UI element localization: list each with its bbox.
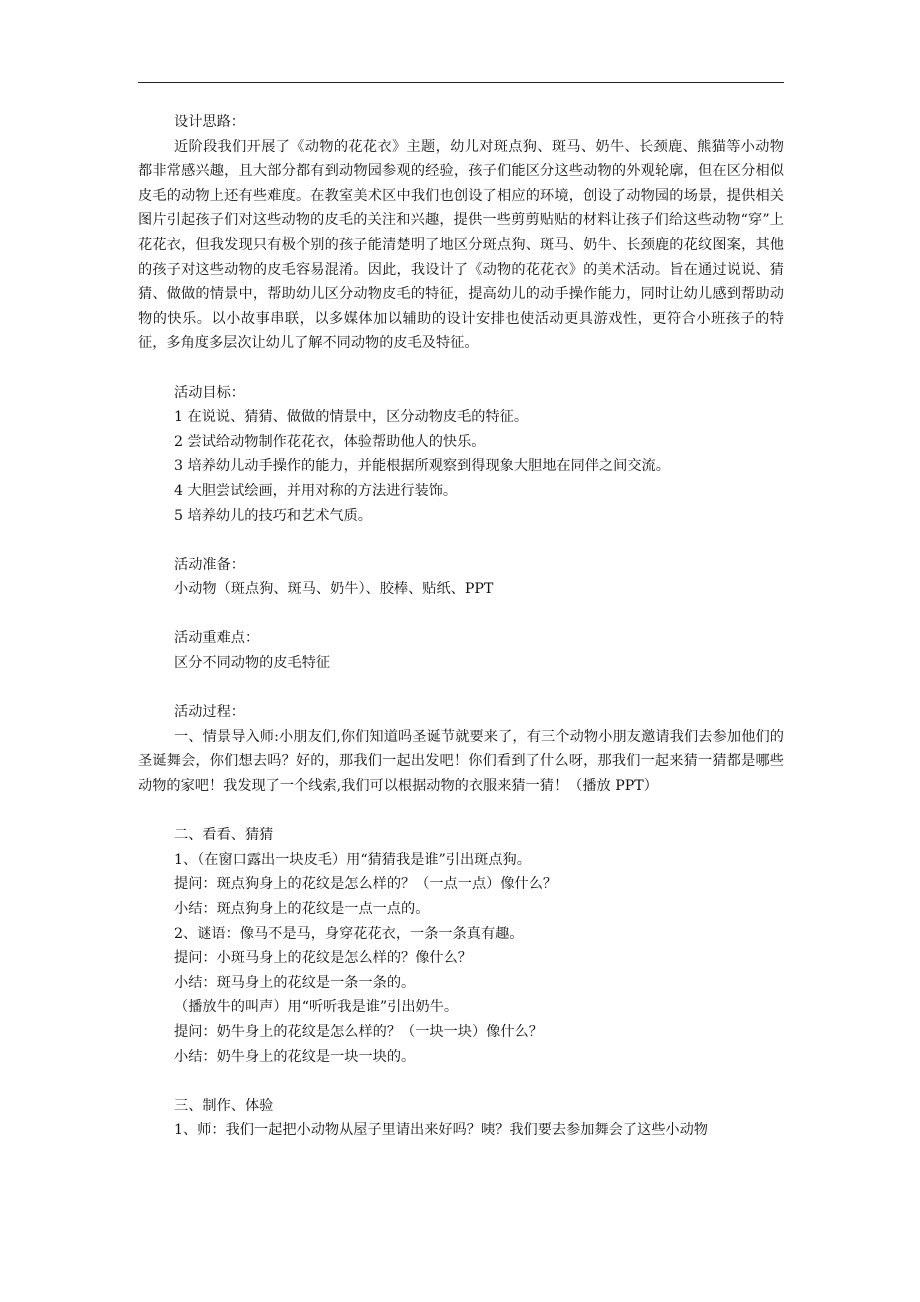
goal-item: 3 培养幼儿动手操作的能力，并能根据所观察到得现象大胆地在同伴之间交流。 [174,458,670,475]
goal-item: 2 尝试给动物制作花花衣，体验帮助他人的快乐。 [174,433,486,450]
part2-line: 提问：小斑马身上的花纹是怎么样的？像什么？ [174,950,472,967]
goal-item: 4 大胆尝试绘画，并用对称的方法进行装饰。 [174,482,458,499]
document-body [138,110,784,1143]
part2-line: 提问：奶牛身上的花纹是怎么样的？（一块一块）像什么？ [174,1023,543,1040]
spacer [138,1069,784,1094]
part3-line: 1、师：我们一起把小动物从屋子里请出来好吗？咦？我们要去参加舞会了这些小动物 [174,1122,708,1139]
part2-line: 2、谜语：像马不是马，身穿花花衣，一条一条真有趣。 [174,925,524,942]
difficulty-text: 区分不同动物的皮毛特征 [174,655,331,672]
difficulty-heading: 活动重难点： [174,630,260,647]
part2-line: （播放牛的叫声）用“听听我是谁”引出奶牛。 [174,999,459,1016]
preparation-text: 小动物（斑点狗、斑马、奶牛）、胶棒、贴纸、PPT [174,581,494,598]
goal-item: 5 培养幼儿的技巧和艺术气质。 [174,507,372,524]
process-heading: 活动过程： [174,704,245,721]
spacer [138,676,784,701]
header-rule [138,82,784,83]
preparation-heading: 活动准备： [174,556,245,573]
process-intro: 一、情景导入师:小朋友们,你们知道吗圣诞节就要来了，有三个动物小朋友邀请我们去参加他们的圣诞舞会，你们想去吗？好的，那我们一起出发吧！你们看到了什么呀，那我们一起来猜一猜都是哪些动物的家吧！我发现了一个线索,我们可以根据动物的衣服来猜一猜！（播放 PPT） [138,728,784,795]
part2-line: 小结：斑点狗身上的花纹是一点一点的。 [174,901,430,917]
part2-line: 1、（在窗口露出一块皮毛）用“猜猜我是谁”引出斑点狗。 [174,851,531,868]
part2-line: 小结：奶牛身上的花纹是一块一块的。 [174,1048,416,1065]
goal-item: 1 在说说、猜猜、做做的情景中，区分动物皮毛的特征。 [174,409,529,426]
spacer [138,356,784,381]
spacer [138,799,784,824]
design-paragraph: 近阶段我们开展了《动物的花花衣》主题，幼儿对斑点狗、斑马、奶牛、长颈鹿、熊猫等小动物都非常感兴趣，且大部分都有到动物园参观的经验，孩子们能区分这些动物的外观轮廓，但在区分相似皮毛的动物上还有些难度。在教室美术区中我们也创设了相应的环境，创设了动物园的场景，提供相关图片引起孩子们对这些动物的皮毛的关注和兴趣，提供一些剪剪贴贴的材料让孩子们给这些动物“穿”上花花衣，但我发现只有极个别的孩子能清楚明了地区分斑点狗、斑马、奶牛、长颈鹿的花纹图案，其他的孩子对这些动物的皮毛容易混淆。因此，我设计了《动物的花花衣》的美术活动。旨在通过说说、猜猜、做做的情景中，帮助幼儿区分动物皮毛的特征，提高幼儿的动手操作能力，同时让幼儿感到帮助动物的快乐。以小故事串联，以多媒体加以辅助的设计安排也使活动更具游戏性，更符合小班孩子的特征，多角度多层次让幼儿了解不同动物的皮毛及特征。 [138,138,784,352]
spacer [138,602,784,627]
goals-heading: 活动目标： [174,384,245,401]
part2-heading: 二、看看、猜猜 [174,827,274,844]
part3-heading: 三、制作、体验 [174,1097,274,1114]
spacer [138,528,784,553]
part2-line: 提问：斑点狗身上的花纹是怎么样的？（一点一点）像什么？ [174,876,558,893]
design-heading: 设计思路： [174,114,245,130]
part2-line: 小结：斑马身上的花纹是一条一条的。 [174,974,416,991]
